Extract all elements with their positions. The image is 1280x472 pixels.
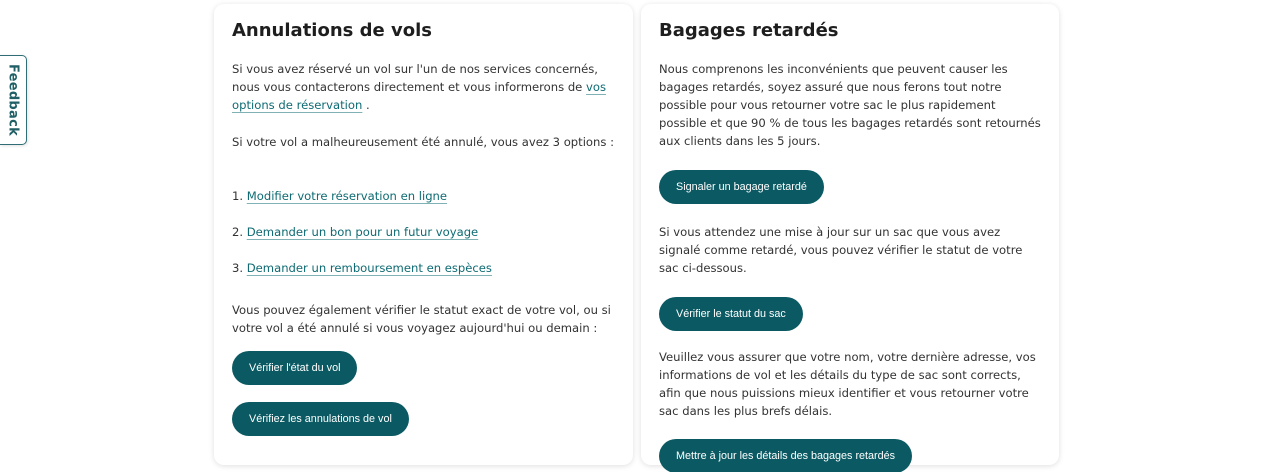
update-delayed-bag-details-button[interactable]: Mettre à jour les détails des bagages retardés (659, 439, 912, 472)
flight-cancellations-card (214, 4, 633, 465)
request-voucher-link[interactable]: Demander un bon pour un futur voyage (246, 225, 479, 239)
cancellations-intro-text: Si vous avez réservé un vol sur l'un de nos services concernés, nous vous contacterons directement et vous informerons de (232, 62, 598, 94)
check-bag-status-button[interactable]: Vérifier le statut du sac (659, 297, 803, 331)
booking-options-link[interactable]: vos options de réservation (232, 80, 607, 112)
delayed-bags-title: Bagages retardés (659, 20, 839, 41)
option-number: 3. (232, 261, 244, 275)
request-refund-link[interactable]: Demander un remboursement en espèces (246, 261, 492, 275)
list-item (232, 223, 615, 241)
cancellations-options-text: Si votre vol a malheureusement été annulé, vous avez 3 options : (232, 135, 614, 149)
cancellations-intro-end: . (366, 98, 370, 112)
cancellation-options-list (232, 187, 615, 277)
bag-update-text: Veuillez vous assurer que votre nom, votre dernière adresse, vos informations de vol et les détails du type de sac sont corrects, afin que nous puissions mieux identifier et vous retourner votre sac dans les plus brefs délais. (659, 350, 1036, 418)
modify-booking-link[interactable]: Modifier votre réservation en ligne (246, 189, 448, 203)
feedback-tab[interactable] (0, 55, 27, 145)
delayed-baggage-card (641, 4, 1059, 465)
list-item (232, 187, 615, 205)
option-number: 1. (232, 189, 244, 203)
report-delayed-bag-button[interactable]: Signaler un bagage retardé (659, 170, 824, 204)
delayed-bags-intro: Nous comprenons les inconvénients que peuvent causer les bagages retardés, soyez assuré que nous ferons tout notre possible pour vous retourner votre sac le plus rapidement possible et que 90 % de tous les bagages retardés sont retournés aux clients dans les 5 jours. (659, 62, 1041, 148)
check-flight-status-button[interactable]: Vérifier l'état du vol (232, 351, 357, 385)
feedback-label: Feedback (5, 63, 21, 137)
flight-status-text: Vous pouvez également vérifier le statut exact de votre vol, ou si votre vol a été annulé si vous voyagez aujourd'hui ou demain : (232, 303, 611, 335)
cancellations-intro (232, 60, 614, 114)
option-number: 2. (232, 225, 244, 239)
bag-status-text: Si vous attendez une mise à jour sur un sac que vous avez signalé comme retardé, vous pouvez vérifier le statut de votre sac ci-dessous. (659, 225, 1023, 275)
check-flight-cancellations-button[interactable]: Vérifiez les annulations de vol (232, 402, 409, 436)
list-item (232, 259, 615, 277)
cancellations-title: Annulations de vols (232, 20, 432, 41)
